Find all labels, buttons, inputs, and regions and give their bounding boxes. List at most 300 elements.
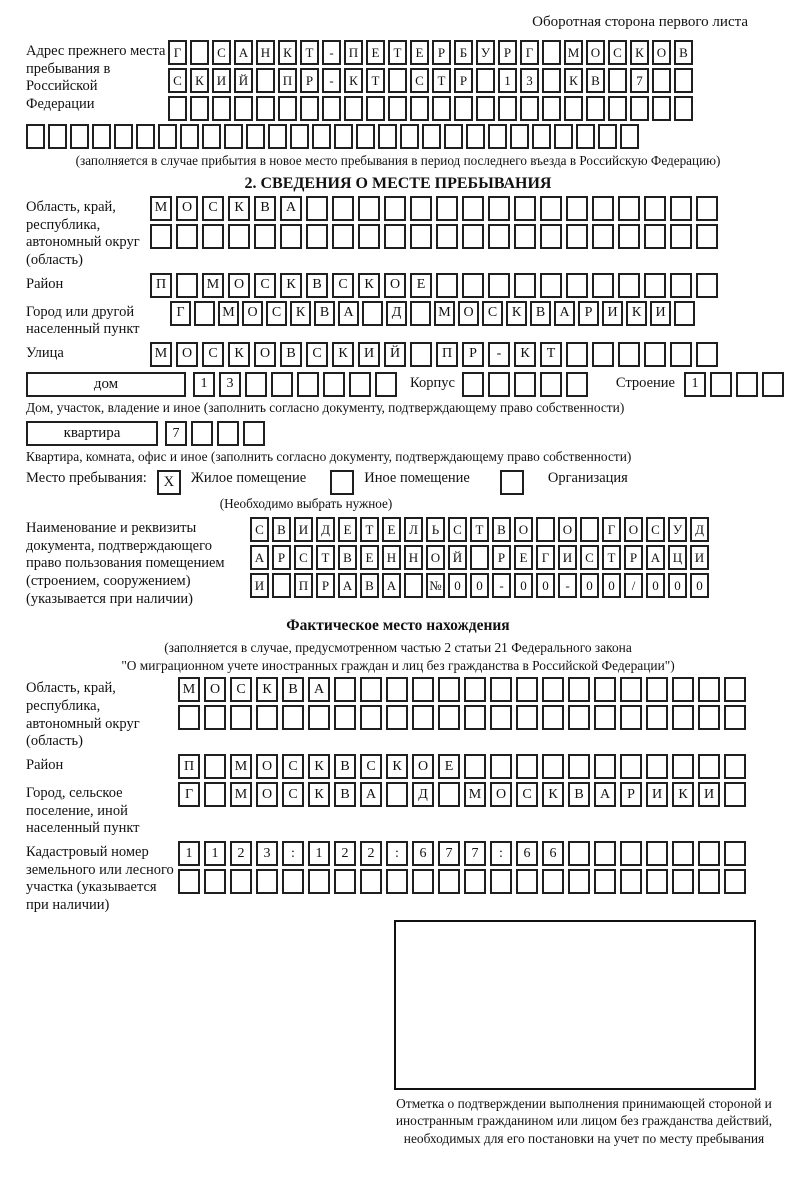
char-box[interactable]: 0 xyxy=(514,573,533,598)
char-box[interactable]: А xyxy=(338,573,357,598)
char-box[interactable] xyxy=(674,301,695,326)
char-box[interactable] xyxy=(202,224,224,249)
char-box[interactable]: М xyxy=(434,301,455,326)
char-box[interactable] xyxy=(136,124,155,149)
char-box[interactable]: О xyxy=(514,517,533,542)
char-box[interactable]: 0 xyxy=(448,573,467,598)
char-box[interactable] xyxy=(542,68,561,93)
char-box[interactable] xyxy=(594,754,616,779)
char-box[interactable]: М xyxy=(564,40,583,65)
char-box[interactable]: 1 xyxy=(498,68,517,93)
char-box[interactable] xyxy=(598,124,617,149)
char-box[interactable]: С xyxy=(202,342,224,367)
char-box[interactable]: И xyxy=(690,545,709,570)
char-box[interactable]: О xyxy=(624,517,643,542)
char-box[interactable]: С xyxy=(282,782,304,807)
char-box[interactable] xyxy=(620,754,642,779)
char-box[interactable]: В xyxy=(338,545,357,570)
char-box[interactable] xyxy=(646,754,668,779)
char-box[interactable] xyxy=(454,96,473,121)
char-box[interactable] xyxy=(410,224,432,249)
char-box[interactable]: С xyxy=(254,273,276,298)
char-box[interactable] xyxy=(228,224,250,249)
char-box[interactable]: С xyxy=(516,782,538,807)
char-box[interactable] xyxy=(670,224,692,249)
char-box[interactable] xyxy=(256,869,278,894)
char-box[interactable]: В xyxy=(586,68,605,93)
char-box[interactable]: Т xyxy=(432,68,451,93)
char-box[interactable]: № xyxy=(426,573,445,598)
char-box[interactable] xyxy=(490,677,512,702)
char-box[interactable] xyxy=(176,273,198,298)
char-box[interactable]: О xyxy=(228,273,250,298)
char-box[interactable] xyxy=(698,677,720,702)
char-box[interactable]: С xyxy=(360,754,382,779)
char-box[interactable] xyxy=(608,68,627,93)
char-box[interactable] xyxy=(386,705,408,730)
char-box[interactable] xyxy=(278,96,297,121)
char-box[interactable]: Е xyxy=(438,754,460,779)
char-box[interactable]: П xyxy=(278,68,297,93)
char-box[interactable] xyxy=(388,68,407,93)
char-box[interactable]: О xyxy=(256,754,278,779)
char-box[interactable] xyxy=(672,869,694,894)
char-box[interactable] xyxy=(514,196,536,221)
char-box[interactable]: В xyxy=(334,754,356,779)
char-box[interactable]: О xyxy=(412,754,434,779)
char-box[interactable]: / xyxy=(624,573,643,598)
char-box[interactable] xyxy=(384,196,406,221)
char-box[interactable]: Т xyxy=(388,40,407,65)
char-box[interactable]: К xyxy=(672,782,694,807)
char-box[interactable] xyxy=(542,677,564,702)
char-box[interactable] xyxy=(332,224,354,249)
char-box[interactable]: Т xyxy=(316,545,335,570)
char-box[interactable] xyxy=(462,224,484,249)
char-box[interactable]: М xyxy=(150,342,172,367)
char-box[interactable] xyxy=(566,224,588,249)
char-box[interactable] xyxy=(466,124,485,149)
char-box[interactable] xyxy=(652,96,671,121)
char-box[interactable] xyxy=(516,754,538,779)
char-box[interactable]: К xyxy=(564,68,583,93)
char-box[interactable]: Р xyxy=(432,40,451,65)
char-box[interactable]: Е xyxy=(410,273,432,298)
char-box[interactable]: 3 xyxy=(520,68,539,93)
char-box[interactable]: О xyxy=(586,40,605,65)
char-box[interactable] xyxy=(736,372,758,397)
char-box[interactable]: И xyxy=(294,517,313,542)
char-box[interactable] xyxy=(488,224,510,249)
char-box[interactable] xyxy=(334,677,356,702)
char-box[interactable] xyxy=(358,196,380,221)
char-box[interactable] xyxy=(386,677,408,702)
char-box[interactable]: В xyxy=(314,301,335,326)
char-box[interactable]: М xyxy=(150,196,172,221)
char-box[interactable] xyxy=(724,754,746,779)
char-box[interactable]: А xyxy=(280,196,302,221)
char-box[interactable] xyxy=(696,224,718,249)
char-box[interactable] xyxy=(646,677,668,702)
char-box[interactable]: В xyxy=(568,782,590,807)
char-box[interactable]: Е xyxy=(514,545,533,570)
char-box[interactable] xyxy=(246,124,265,149)
char-box[interactable]: Й xyxy=(448,545,467,570)
char-box[interactable] xyxy=(344,96,363,121)
char-box[interactable]: С xyxy=(410,68,429,93)
char-box[interactable] xyxy=(438,869,460,894)
char-box[interactable]: : xyxy=(490,841,512,866)
char-box[interactable] xyxy=(412,869,434,894)
char-box[interactable] xyxy=(724,677,746,702)
char-box[interactable] xyxy=(306,196,328,221)
char-box[interactable] xyxy=(564,96,583,121)
char-box[interactable] xyxy=(542,754,564,779)
char-box[interactable] xyxy=(724,705,746,730)
char-box[interactable] xyxy=(476,68,495,93)
char-box[interactable]: 7 xyxy=(630,68,649,93)
char-box[interactable] xyxy=(378,124,397,149)
char-box[interactable] xyxy=(300,96,319,121)
char-box[interactable]: А xyxy=(250,545,269,570)
char-box[interactable] xyxy=(438,705,460,730)
char-box[interactable] xyxy=(670,342,692,367)
char-box[interactable]: 0 xyxy=(690,573,709,598)
char-box[interactable]: Р xyxy=(272,545,291,570)
char-box[interactable] xyxy=(323,372,345,397)
char-box[interactable] xyxy=(272,573,291,598)
char-box[interactable]: 1 xyxy=(193,372,215,397)
char-box[interactable] xyxy=(566,372,588,397)
char-box[interactable] xyxy=(514,273,536,298)
char-box[interactable] xyxy=(404,573,423,598)
char-box[interactable] xyxy=(592,342,614,367)
char-box[interactable] xyxy=(594,869,616,894)
char-box[interactable] xyxy=(568,869,590,894)
char-box[interactable] xyxy=(592,273,614,298)
char-box[interactable]: А xyxy=(554,301,575,326)
char-box[interactable]: Г xyxy=(602,517,621,542)
char-box[interactable] xyxy=(334,705,356,730)
char-box[interactable]: 7 xyxy=(165,421,187,446)
char-box[interactable]: Р xyxy=(300,68,319,93)
char-box[interactable] xyxy=(204,754,226,779)
char-box[interactable] xyxy=(566,273,588,298)
char-box[interactable] xyxy=(464,677,486,702)
char-box[interactable] xyxy=(532,124,551,149)
char-box[interactable]: О xyxy=(426,545,445,570)
char-box[interactable]: 6 xyxy=(542,841,564,866)
char-box[interactable]: К xyxy=(514,342,536,367)
char-box[interactable]: 7 xyxy=(438,841,460,866)
char-box[interactable] xyxy=(672,705,694,730)
char-box[interactable] xyxy=(224,124,243,149)
char-box[interactable] xyxy=(176,224,198,249)
char-box[interactable]: О xyxy=(384,273,406,298)
char-box[interactable] xyxy=(464,869,486,894)
char-box[interactable]: А xyxy=(646,545,665,570)
char-box[interactable] xyxy=(652,68,671,93)
char-box[interactable] xyxy=(540,196,562,221)
char-box[interactable] xyxy=(360,869,382,894)
char-box[interactable]: М xyxy=(464,782,486,807)
char-box[interactable] xyxy=(178,869,200,894)
char-box[interactable] xyxy=(540,273,562,298)
char-box[interactable] xyxy=(672,841,694,866)
char-box[interactable] xyxy=(672,677,694,702)
char-box[interactable] xyxy=(168,96,187,121)
char-box[interactable] xyxy=(514,224,536,249)
char-box[interactable] xyxy=(312,124,331,149)
char-box[interactable] xyxy=(150,224,172,249)
char-box[interactable] xyxy=(191,421,213,446)
char-box[interactable] xyxy=(444,124,463,149)
char-box[interactable]: К xyxy=(280,273,302,298)
char-box[interactable] xyxy=(644,224,666,249)
char-box[interactable] xyxy=(334,124,353,149)
char-box[interactable]: Л xyxy=(404,517,423,542)
char-box[interactable] xyxy=(194,301,215,326)
char-box[interactable]: Н xyxy=(256,40,275,65)
char-box[interactable]: Т xyxy=(366,68,385,93)
char-box[interactable]: Б xyxy=(454,40,473,65)
char-box[interactable] xyxy=(696,342,718,367)
char-box[interactable] xyxy=(204,869,226,894)
char-box[interactable] xyxy=(256,96,275,121)
char-box[interactable]: И xyxy=(558,545,577,570)
char-box[interactable]: 6 xyxy=(516,841,538,866)
char-box[interactable] xyxy=(724,782,746,807)
char-box[interactable]: 0 xyxy=(536,573,555,598)
char-box[interactable] xyxy=(92,124,111,149)
char-box[interactable] xyxy=(410,342,432,367)
char-box[interactable] xyxy=(710,372,732,397)
char-box[interactable] xyxy=(608,96,627,121)
char-box[interactable] xyxy=(498,96,517,121)
char-box[interactable] xyxy=(646,869,668,894)
char-box[interactable]: - xyxy=(558,573,577,598)
char-box[interactable] xyxy=(536,517,555,542)
char-box[interactable]: О xyxy=(558,517,577,542)
char-box[interactable] xyxy=(490,869,512,894)
char-box[interactable]: - xyxy=(488,342,510,367)
char-box[interactable]: 0 xyxy=(668,573,687,598)
char-box[interactable] xyxy=(568,754,590,779)
char-box[interactable] xyxy=(362,301,383,326)
char-box[interactable] xyxy=(358,224,380,249)
char-box[interactable] xyxy=(256,68,275,93)
char-box[interactable] xyxy=(618,342,640,367)
char-box[interactable]: - xyxy=(492,573,511,598)
char-box[interactable]: С xyxy=(250,517,269,542)
char-box[interactable]: К xyxy=(630,40,649,65)
char-box[interactable]: П xyxy=(344,40,363,65)
char-box[interactable]: И xyxy=(698,782,720,807)
char-box[interactable]: О xyxy=(458,301,479,326)
char-box[interactable] xyxy=(356,124,375,149)
char-box[interactable] xyxy=(462,372,484,397)
char-box[interactable] xyxy=(268,124,287,149)
char-box[interactable]: П xyxy=(150,273,172,298)
char-box[interactable]: И xyxy=(602,301,623,326)
char-box[interactable]: Е xyxy=(360,545,379,570)
char-box[interactable] xyxy=(698,869,720,894)
char-box[interactable]: - xyxy=(322,40,341,65)
char-box[interactable] xyxy=(202,124,221,149)
char-box[interactable] xyxy=(698,754,720,779)
char-box[interactable] xyxy=(400,124,419,149)
char-box[interactable]: Е xyxy=(382,517,401,542)
char-box[interactable] xyxy=(594,841,616,866)
char-box[interactable] xyxy=(308,705,330,730)
char-box[interactable]: Р xyxy=(492,545,511,570)
char-box[interactable]: - xyxy=(322,68,341,93)
char-box[interactable]: С xyxy=(202,196,224,221)
char-box[interactable]: К xyxy=(278,40,297,65)
char-box[interactable] xyxy=(542,869,564,894)
char-box[interactable] xyxy=(554,124,573,149)
char-box[interactable] xyxy=(542,96,561,121)
char-box[interactable] xyxy=(646,841,668,866)
char-box[interactable]: А xyxy=(308,677,330,702)
char-box[interactable]: Д xyxy=(412,782,434,807)
char-box[interactable]: В xyxy=(530,301,551,326)
char-box[interactable]: К xyxy=(190,68,209,93)
char-box[interactable] xyxy=(204,705,226,730)
char-box[interactable] xyxy=(178,705,200,730)
char-box[interactable]: О xyxy=(652,40,671,65)
char-box[interactable] xyxy=(360,705,382,730)
char-box[interactable]: Г xyxy=(520,40,539,65)
char-box[interactable]: 3 xyxy=(219,372,241,397)
char-box[interactable] xyxy=(698,705,720,730)
char-box[interactable] xyxy=(470,545,489,570)
char-box[interactable] xyxy=(586,96,605,121)
char-box[interactable]: Т xyxy=(300,40,319,65)
char-box[interactable] xyxy=(580,517,599,542)
char-box[interactable]: В xyxy=(272,517,291,542)
char-box[interactable] xyxy=(516,705,538,730)
char-box[interactable] xyxy=(308,869,330,894)
char-box[interactable] xyxy=(644,273,666,298)
char-box[interactable]: К xyxy=(308,754,330,779)
char-box[interactable] xyxy=(568,705,590,730)
char-box[interactable]: С xyxy=(646,517,665,542)
char-box[interactable] xyxy=(670,196,692,221)
char-box[interactable] xyxy=(490,754,512,779)
char-box[interactable]: М xyxy=(230,754,252,779)
char-box[interactable] xyxy=(464,754,486,779)
char-box[interactable]: Ц xyxy=(668,545,687,570)
char-box[interactable] xyxy=(217,421,239,446)
char-box[interactable]: В xyxy=(254,196,276,221)
char-box[interactable]: 7 xyxy=(464,841,486,866)
char-box[interactable]: А xyxy=(338,301,359,326)
char-box[interactable]: Т xyxy=(540,342,562,367)
char-box[interactable] xyxy=(568,677,590,702)
organization-checkbox[interactable] xyxy=(500,470,524,495)
char-box[interactable] xyxy=(618,273,640,298)
char-box[interactable]: Г xyxy=(178,782,200,807)
char-box[interactable]: С xyxy=(608,40,627,65)
char-box[interactable]: В xyxy=(280,342,302,367)
char-box[interactable]: П xyxy=(436,342,458,367)
char-box[interactable] xyxy=(190,96,209,121)
char-box[interactable]: Р xyxy=(454,68,473,93)
char-box[interactable]: 2 xyxy=(334,841,356,866)
char-box[interactable]: С xyxy=(294,545,313,570)
char-box[interactable]: И xyxy=(650,301,671,326)
char-box[interactable] xyxy=(568,841,590,866)
char-box[interactable] xyxy=(618,196,640,221)
char-box[interactable] xyxy=(542,705,564,730)
char-box[interactable]: К xyxy=(332,342,354,367)
char-box[interactable] xyxy=(410,301,431,326)
char-box[interactable]: 3 xyxy=(256,841,278,866)
char-box[interactable]: Т xyxy=(470,517,489,542)
char-box[interactable]: К xyxy=(358,273,380,298)
char-box[interactable] xyxy=(488,273,510,298)
char-box[interactable] xyxy=(696,196,718,221)
char-box[interactable]: Й xyxy=(384,342,406,367)
char-box[interactable]: : xyxy=(386,841,408,866)
char-box[interactable]: 0 xyxy=(602,573,621,598)
char-box[interactable] xyxy=(592,224,614,249)
char-box[interactable] xyxy=(542,40,561,65)
char-box[interactable] xyxy=(618,224,640,249)
char-box[interactable]: В xyxy=(306,273,328,298)
char-box[interactable]: О xyxy=(176,196,198,221)
char-box[interactable]: К xyxy=(344,68,363,93)
char-box[interactable] xyxy=(26,124,45,149)
char-box[interactable]: С xyxy=(230,677,252,702)
char-box[interactable]: Е xyxy=(366,40,385,65)
char-box[interactable]: П xyxy=(294,573,313,598)
char-box[interactable]: Е xyxy=(338,517,357,542)
residential-checkbox[interactable]: X xyxy=(157,470,181,495)
char-box[interactable] xyxy=(436,196,458,221)
char-box[interactable]: С xyxy=(266,301,287,326)
char-box[interactable]: Р xyxy=(462,342,484,367)
char-box[interactable] xyxy=(464,705,486,730)
char-box[interactable] xyxy=(490,705,512,730)
char-box[interactable] xyxy=(516,677,538,702)
char-box[interactable]: К xyxy=(290,301,311,326)
char-box[interactable]: А xyxy=(234,40,253,65)
char-box[interactable]: : xyxy=(282,841,304,866)
char-box[interactable]: 0 xyxy=(646,573,665,598)
char-box[interactable] xyxy=(48,124,67,149)
char-box[interactable] xyxy=(514,372,536,397)
char-box[interactable]: О xyxy=(256,782,278,807)
char-box[interactable] xyxy=(212,96,231,121)
char-box[interactable] xyxy=(476,96,495,121)
char-box[interactable] xyxy=(230,705,252,730)
char-box[interactable] xyxy=(386,869,408,894)
char-box[interactable] xyxy=(322,96,341,121)
char-box[interactable] xyxy=(540,224,562,249)
char-box[interactable] xyxy=(290,124,309,149)
char-box[interactable]: С xyxy=(306,342,328,367)
char-box[interactable]: О xyxy=(204,677,226,702)
char-box[interactable] xyxy=(488,124,507,149)
char-box[interactable]: 6 xyxy=(412,841,434,866)
char-box[interactable]: Й xyxy=(234,68,253,93)
char-box[interactable] xyxy=(520,96,539,121)
char-box[interactable] xyxy=(724,869,746,894)
char-box[interactable] xyxy=(510,124,529,149)
char-box[interactable]: 0 xyxy=(580,573,599,598)
